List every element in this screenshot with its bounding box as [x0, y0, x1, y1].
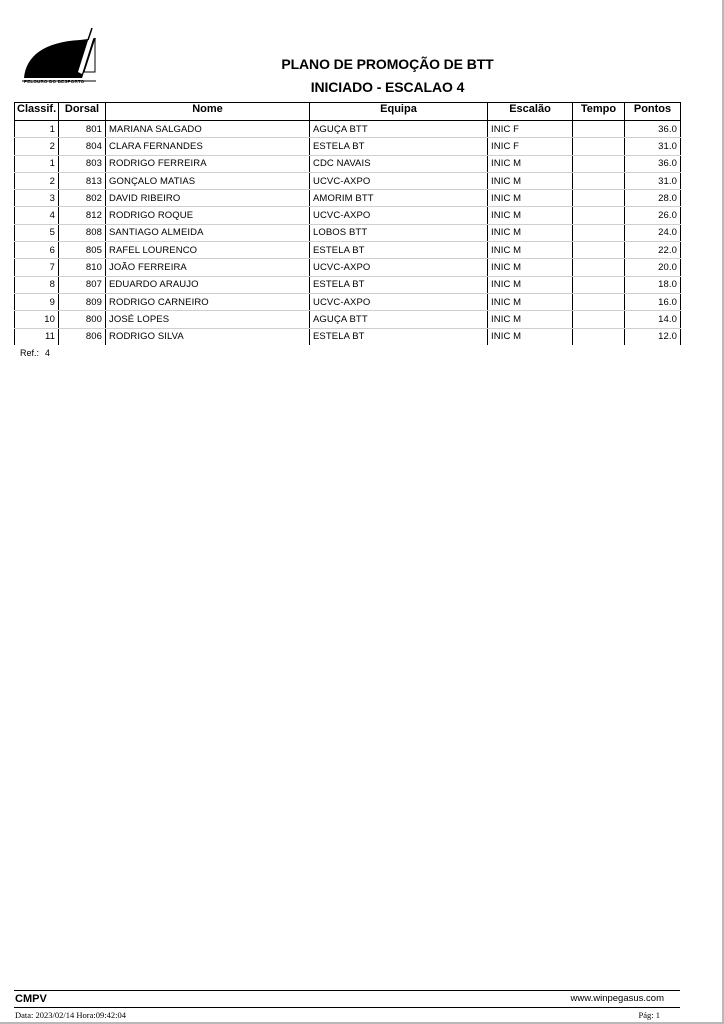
footer-org: CMPV: [15, 993, 47, 1005]
cell-pontos: 28.0: [625, 190, 681, 207]
cell-escalao: INIC F: [488, 121, 573, 138]
cell-escalao: INIC M: [488, 242, 573, 259]
col-nome: Nome: [106, 103, 310, 121]
report-title: PLANO DE PROMOÇÃO DE BTT: [281, 56, 494, 72]
cell-nome: EDUARDO ARAUJO: [106, 276, 310, 293]
cell-tempo: [573, 155, 625, 172]
cell-dorsal: 807: [59, 276, 106, 293]
table-row: [15, 311, 681, 328]
cell-pontos: 20.0: [625, 259, 681, 276]
pelouro-logo: [22, 26, 102, 88]
cell-nome: RODRIGO SILVA: [106, 328, 310, 345]
cell-equipa: LOBOS BTT: [310, 224, 488, 241]
table-row: [15, 224, 681, 241]
cell-equipa: ESTELA BT: [310, 276, 488, 293]
table-row: [15, 190, 681, 207]
table-row: [15, 207, 681, 224]
table-row: [15, 155, 681, 172]
cell-escalao: INIC M: [488, 293, 573, 310]
cell-tempo: [573, 224, 625, 241]
cell-equipa: CDC NAVAIS: [310, 155, 488, 172]
cell-tempo: [573, 328, 625, 345]
cell-equipa: ESTELA BT: [310, 328, 488, 345]
cell-tempo: [573, 293, 625, 310]
cell-nome: RODRIGO FERREIRA: [106, 155, 310, 172]
cell-classif: 8: [15, 276, 59, 293]
cell-classif: 3: [15, 190, 59, 207]
cell-escalao: INIC M: [488, 276, 573, 293]
cell-pontos: 36.0: [625, 155, 681, 172]
cell-tempo: [573, 138, 625, 155]
cell-equipa: UCVC-AXPO: [310, 259, 488, 276]
cell-dorsal: 812: [59, 207, 106, 224]
footer-bottom-rule: [14, 1007, 680, 1008]
cell-dorsal: 810: [59, 259, 106, 276]
cell-classif: 2: [15, 172, 59, 189]
cell-tempo: [573, 276, 625, 293]
cell-nome: RODRIGO ROQUE: [106, 207, 310, 224]
cell-dorsal: 805: [59, 242, 106, 259]
cell-escalao: INIC M: [488, 172, 573, 189]
cell-tempo: [573, 259, 625, 276]
cell-pontos: 36.0: [625, 121, 681, 138]
cell-pontos: 22.0: [625, 242, 681, 259]
report-subtitle: INICIADO - ESCALAO 4: [310, 79, 465, 95]
cell-escalao: INIC M: [488, 207, 573, 224]
table-row: [15, 172, 681, 189]
cell-tempo: [573, 242, 625, 259]
cell-dorsal: 808: [59, 224, 106, 241]
cell-classif: 5: [15, 224, 59, 241]
cell-escalao: INIC M: [488, 224, 573, 241]
cell-dorsal: 803: [59, 155, 106, 172]
cell-nome: JOÃO FERREIRA: [106, 259, 310, 276]
cell-classif: 1: [15, 121, 59, 138]
cell-tempo: [573, 172, 625, 189]
footer-top-rule: [14, 990, 680, 991]
ref-value: 4: [45, 348, 51, 358]
cell-dorsal: 809: [59, 293, 106, 310]
col-tempo: Tempo: [573, 103, 625, 121]
cell-escalao: INIC F: [488, 138, 573, 155]
cell-nome: RODRIGO CARNEIRO: [106, 293, 310, 310]
cell-pontos: 18.0: [625, 276, 681, 293]
cell-equipa: AMORIM BTT: [310, 190, 488, 207]
cell-pontos: 31.0: [625, 138, 681, 155]
cell-dorsal: 813: [59, 172, 106, 189]
cell-nome: JOSÉ LOPES: [106, 311, 310, 328]
cell-dorsal: 801: [59, 121, 106, 138]
table-row: [15, 259, 681, 276]
col-equipa: Equipa: [310, 103, 488, 121]
cell-classif: 1: [15, 155, 59, 172]
cell-nome: MARIANA SALGADO: [106, 121, 310, 138]
cell-escalao: INIC M: [488, 155, 573, 172]
cell-equipa: AGUÇA BTT: [310, 121, 488, 138]
cell-dorsal: 802: [59, 190, 106, 207]
cell-pontos: 12.0: [625, 328, 681, 345]
cell-classif: 10: [15, 311, 59, 328]
cell-classif: 9: [15, 293, 59, 310]
cell-classif: 2: [15, 138, 59, 155]
footer-website: www.winpegasus.com: [570, 993, 664, 1004]
cell-tempo: [573, 207, 625, 224]
cell-dorsal: 806: [59, 328, 106, 345]
ref-label: Ref.:: [20, 348, 40, 358]
table-row: [15, 121, 681, 138]
cell-pontos: 14.0: [625, 311, 681, 328]
cell-tempo: [573, 311, 625, 328]
cell-nome: DAVID RIBEIRO: [106, 190, 310, 207]
cell-nome: CLARA FERNANDES: [106, 138, 310, 155]
cell-classif: 7: [15, 259, 59, 276]
cell-pontos: 24.0: [625, 224, 681, 241]
results-table: [14, 102, 681, 345]
cell-pontos: 26.0: [625, 207, 681, 224]
cell-equipa: ESTELA BT: [310, 242, 488, 259]
footer-datetime: Data: 2023/02/14 Hora:09:42:04: [15, 1010, 126, 1020]
cell-tempo: [573, 121, 625, 138]
col-dorsal: Dorsal: [59, 103, 106, 121]
col-pontos: Pontos: [625, 103, 681, 121]
col-classif: Classif.: [15, 103, 59, 121]
table-row: [15, 276, 681, 293]
col-escalao: Escalão: [488, 103, 573, 121]
cell-classif: 4: [15, 207, 59, 224]
cell-equipa: UCVC-AXPO: [310, 172, 488, 189]
cell-classif: 11: [15, 328, 59, 345]
cell-nome: GONÇALO MATIAS: [106, 172, 310, 189]
cell-escalao: INIC M: [488, 259, 573, 276]
cell-pontos: 31.0: [625, 172, 681, 189]
cell-escalao: INIC M: [488, 311, 573, 328]
cell-escalao: INIC M: [488, 328, 573, 345]
cell-equipa: UCVC-AXPO: [310, 293, 488, 310]
cell-tempo: [573, 190, 625, 207]
cell-equipa: ESTELA BT: [310, 138, 488, 155]
cell-escalao: INIC M: [488, 190, 573, 207]
cell-pontos: 16.0: [625, 293, 681, 310]
cell-nome: SANTIAGO ALMEIDA: [106, 224, 310, 241]
reference: [20, 348, 50, 358]
cell-dorsal: 800: [59, 311, 106, 328]
table-row: [15, 242, 681, 259]
cell-equipa: AGUÇA BTT: [310, 311, 488, 328]
logo-text: PELOURO DO DESPORTO: [24, 79, 85, 84]
table-header-row: [15, 103, 681, 121]
cell-dorsal: 804: [59, 138, 106, 155]
cell-equipa: UCVC-AXPO: [310, 207, 488, 224]
footer-page-number: Pág: 1: [638, 1010, 660, 1020]
table-row: [15, 138, 681, 155]
table-row: [15, 293, 681, 310]
cell-classif: 6: [15, 242, 59, 259]
cell-nome: RAFEL LOURENCO: [106, 242, 310, 259]
table-row: [15, 328, 681, 345]
